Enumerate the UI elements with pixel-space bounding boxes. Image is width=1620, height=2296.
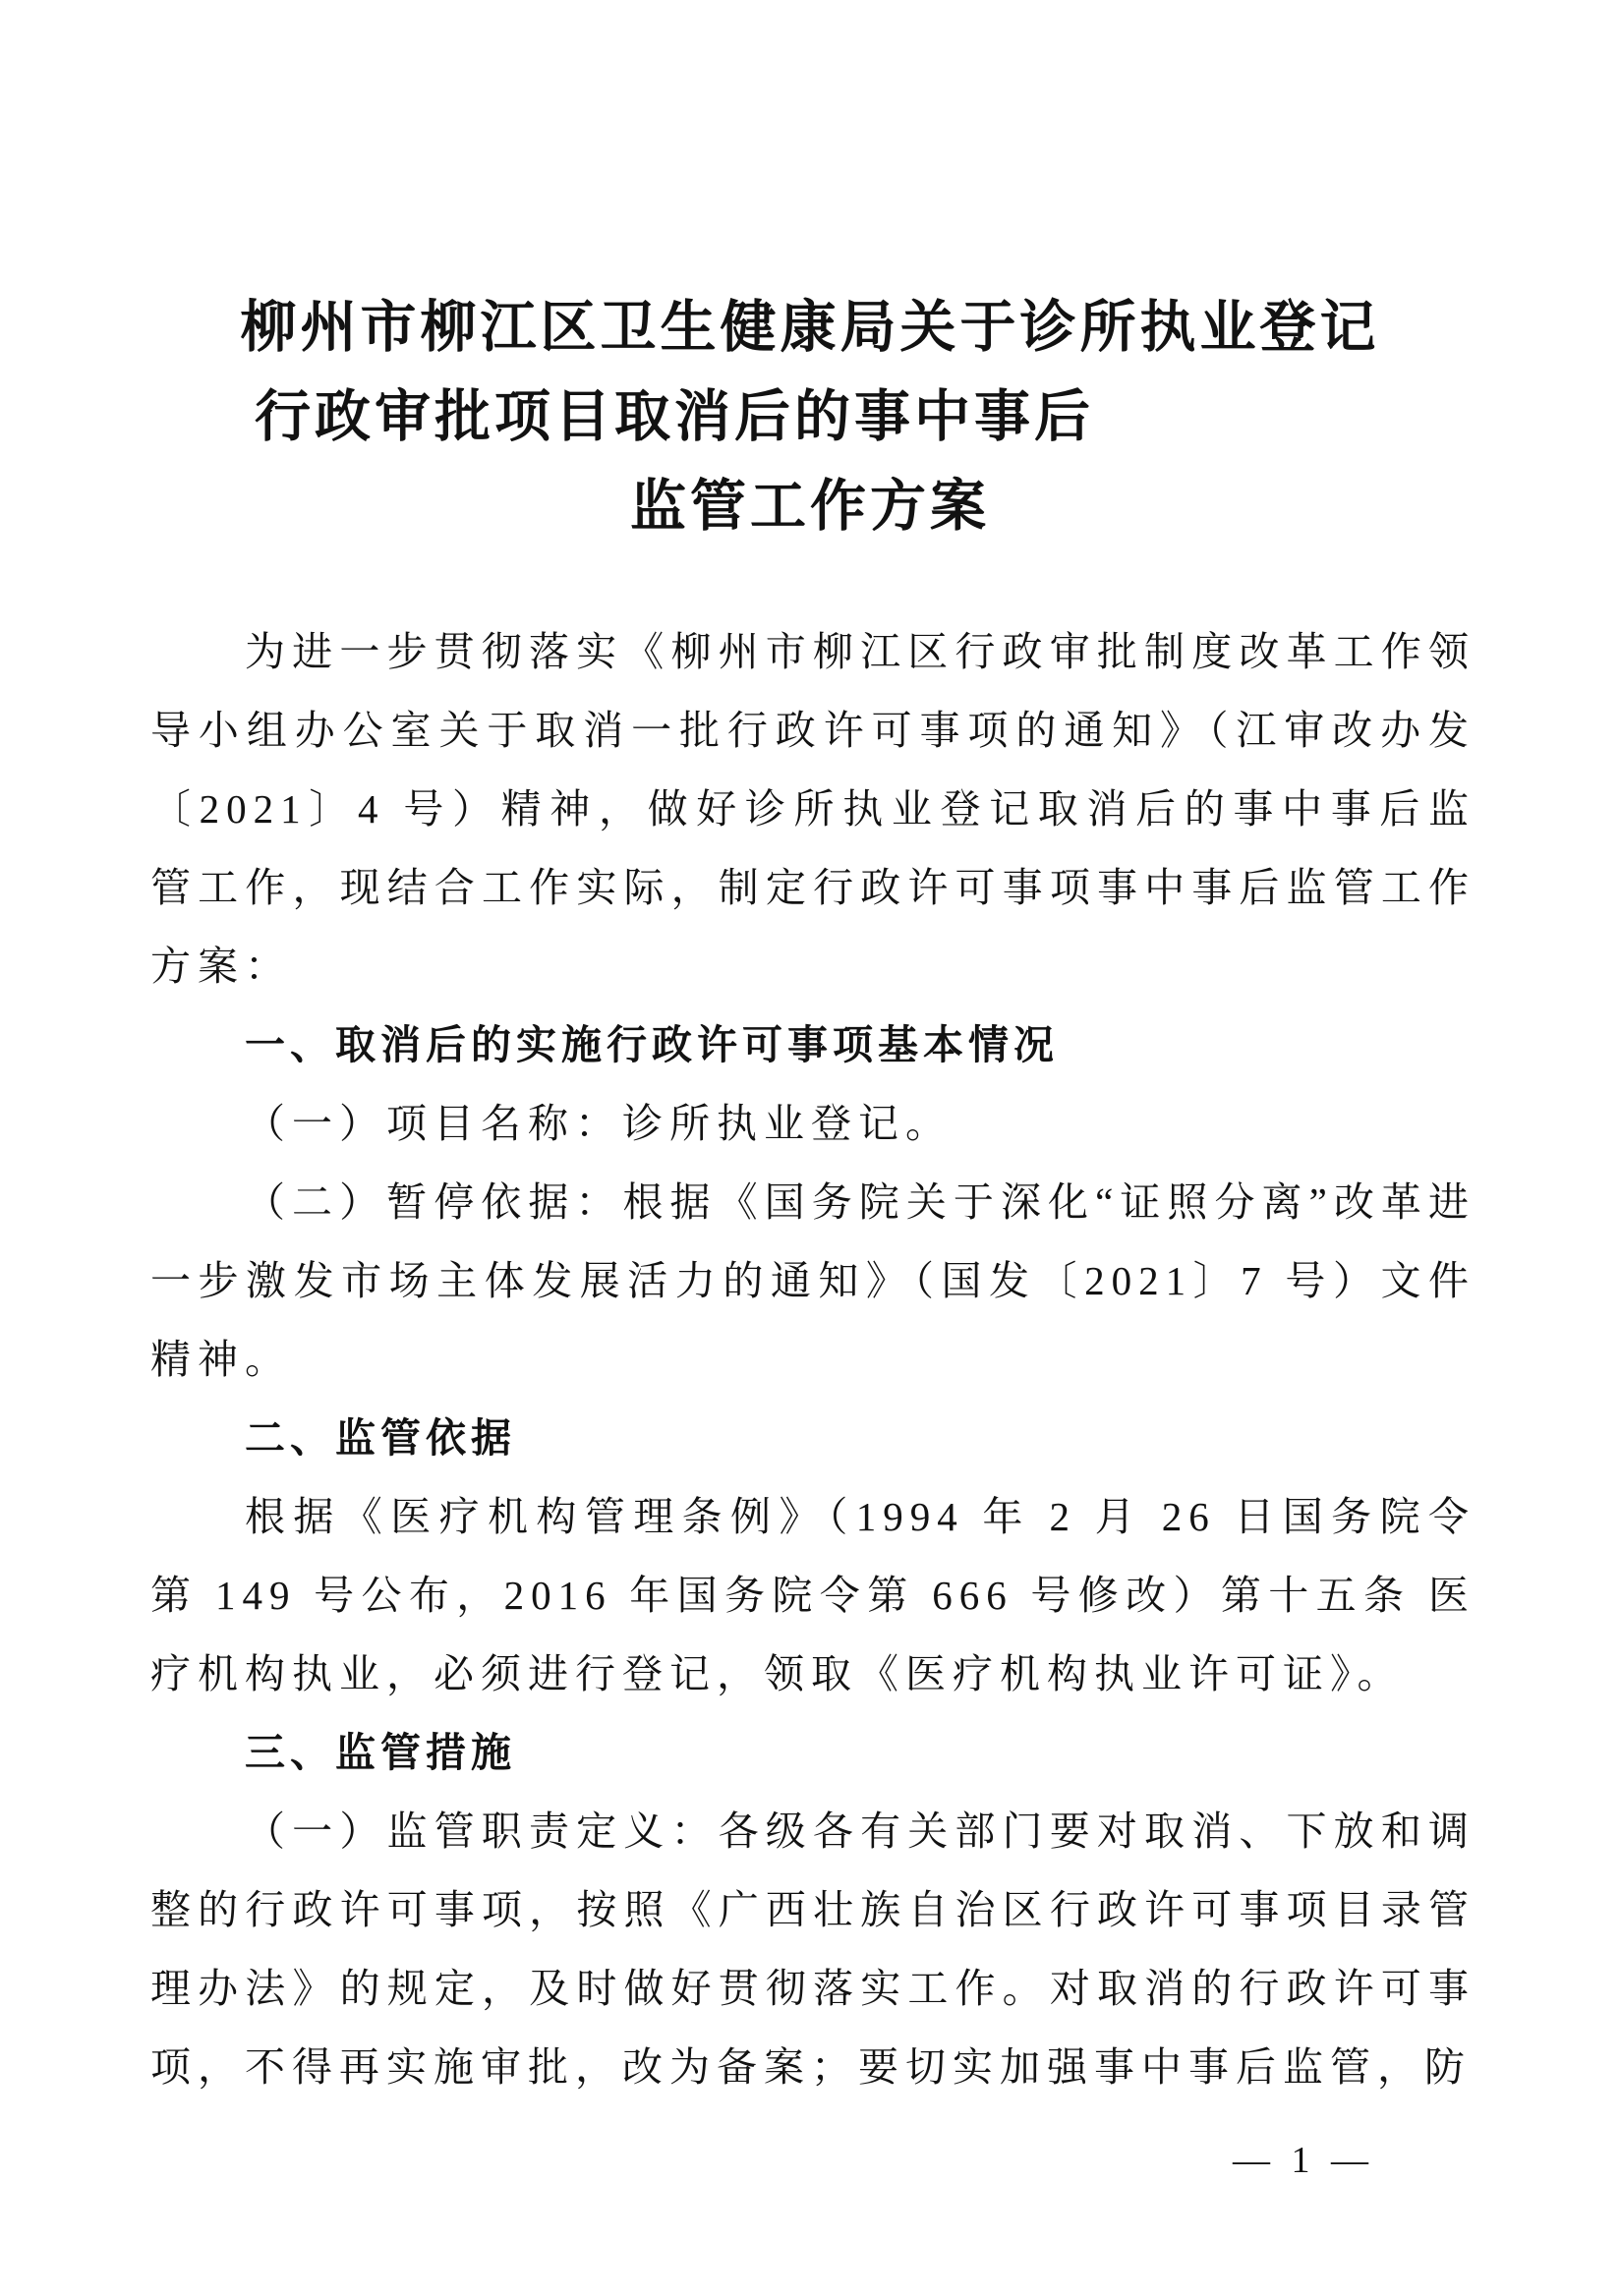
paragraph-supervision-duty: （一）监管职责定义：各级各有关部门要对取消、下放和调整的行政许可事项，按照《广西壮族自治区行政许可事项目录管理办法》的规定，及时做好贯彻落实工作。对取消的行政许可事项，不得再实施审批，改为备案；要切实加强事中事后监管，防 bbox=[150, 1808, 1475, 2090]
title-line-3: 监管工作方案 bbox=[630, 475, 990, 538]
paragraph-suspension-basis: （二）暂停依据：根据《国务院关于深化“证照分离”改革进一步激发市场主体发展活力的通知》（国发〔2021〕7 号）文件精神。 bbox=[150, 1179, 1475, 1382]
section-heading-1: 一、取消后的实施行政许可事项基本情况 bbox=[245, 1022, 1059, 1067]
section-heading-3: 三、监管措施 bbox=[245, 1730, 516, 1775]
section-heading-2: 二、监管依据 bbox=[245, 1415, 516, 1461]
page-footer bbox=[1233, 2139, 1374, 2182]
paragraph-intro: 为进一步贯彻落实《柳州市柳江区行政审批制度改革工作领导小组办公室关于取消一批行政许可事项的通知》（江审改办发〔2021〕4 号）精神，做好诊所执业登记取消后的事中事后监管工作，现结合工作实际，制定行政许可事项事中事后监管工作方案： bbox=[150, 629, 1475, 989]
title-line-2: 行政审批项目取消后的事中事后 bbox=[255, 385, 1094, 448]
paragraph-supervision-basis: 根据《医疗机构管理条例》（1994 年 2 月 26 日国务院令第 149 号公布，2016 年国务院令第 666 号修改）第十五条 医疗机构执业，必须进行登记，领取《医疗机构执业许可证》。 bbox=[150, 1494, 1475, 1696]
title-line-1: 柳州市柳江区卫生健康局关于诊所执业登记 bbox=[240, 296, 1380, 359]
paragraph-item-name: （一）项目名称：诊所执业登记。 bbox=[245, 1101, 953, 1146]
document-body bbox=[150, 612, 1475, 2106]
document-title bbox=[0, 0, 1620, 551]
page-number: — 1 — bbox=[1233, 2140, 1374, 2181]
